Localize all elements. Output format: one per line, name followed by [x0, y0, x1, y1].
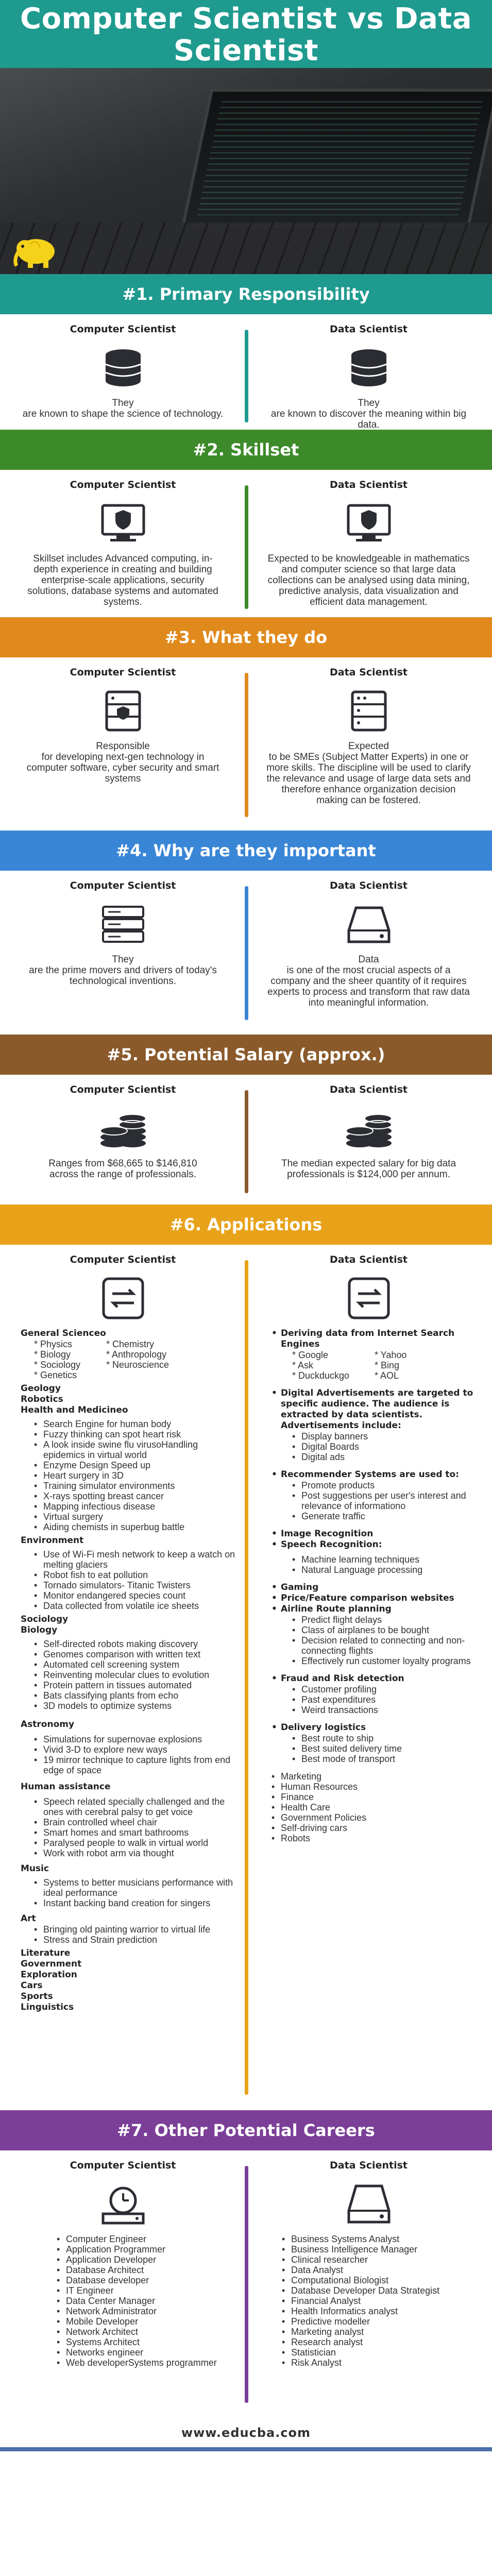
list-item: • Enzyme Design Speed up	[34, 1460, 235, 1470]
list-item: • Work with robot arm via thought	[34, 1848, 235, 1858]
section-2-header	[0, 430, 492, 470]
section-2-divider	[245, 485, 248, 609]
biology-list	[21, 1639, 235, 1711]
app-heading-text: Deriving data from Internet Search Engines	[281, 1328, 455, 1349]
list-item: • Self-driving cars	[272, 1823, 481, 1833]
list-item: • Predict flight delays	[292, 1615, 481, 1625]
list-item: • Data Analyst	[282, 2265, 481, 2275]
app-heading: Human assistance	[21, 1782, 111, 1792]
list-item: • Stress and Strain prediction	[34, 1935, 235, 1945]
hero-image	[0, 68, 492, 274]
list-item: * Chemistry	[106, 1339, 155, 1349]
section-1-heading: #1. Primary Responsibility	[122, 284, 370, 304]
section-6-heading: #6. Applications	[169, 1215, 323, 1234]
hard-drive-clock-icon	[95, 2179, 151, 2229]
section-4-left	[0, 871, 246, 1035]
section-1-right	[246, 314, 491, 430]
list-item: • Research analyst	[282, 2337, 481, 2347]
list-item: • Effectively run customer loyalty programs	[292, 1656, 481, 1666]
list-item: • Decision related to connecting and non-connecting flights	[292, 1635, 481, 1656]
app-heading: • Speech Recognition:	[272, 1539, 382, 1550]
applications-divider	[245, 1260, 248, 2095]
human-assistance-list	[21, 1797, 235, 1858]
left-column-title: Computer Scientist	[70, 667, 176, 678]
list-item: • Smart homes and smart bathrooms	[34, 1827, 235, 1838]
app-heading-text: Recommender Systems are used to:	[281, 1469, 460, 1480]
section-2-left	[0, 470, 246, 617]
app-heading: • Digital Advertisements are targeted to specific audience. The audience is extracted by data scientists. Advertisements include:	[272, 1388, 473, 1431]
list-item: * Google	[292, 1350, 329, 1360]
health-list	[21, 1419, 235, 1532]
right-column-title: Data Scientist	[330, 1084, 408, 1095]
app-heading: Astronomy	[21, 1719, 75, 1730]
list-item: * Biology	[34, 1349, 71, 1360]
app-heading-text: Airline Route planning	[281, 1604, 392, 1614]
section-4-right	[246, 871, 491, 1035]
careers-block	[0, 2150, 492, 2418]
list-item: • Robot fish to eat pollution	[34, 1570, 235, 1580]
list-item: * Ask	[292, 1360, 314, 1370]
title-band	[0, 0, 492, 68]
list-item: • Business Intelligence Manager	[282, 2244, 481, 2255]
app-heading: • Gaming	[272, 1582, 319, 1592]
list-item: • Self-directed robots making discovery	[34, 1639, 235, 1649]
list-item: • Search Engine for human body	[34, 1419, 235, 1429]
app-heading: Sociology	[21, 1614, 69, 1624]
list-item: • Heart surgery in 3D	[34, 1470, 235, 1481]
list-item: • Computer Engineer	[57, 2234, 235, 2244]
list-item: • Business Systems Analyst	[282, 2234, 481, 2244]
list-item: • Health Informatics analyst	[282, 2306, 481, 2316]
list-item: • Government Policies	[272, 1812, 481, 1823]
list-item: • Genomes comparison with written text	[34, 1649, 235, 1659]
left-column-title: Computer Scientist	[70, 324, 176, 335]
list-item: • Virtual surgery	[34, 1512, 235, 1522]
coins-icon	[341, 1104, 397, 1153]
section-1-left	[0, 314, 246, 430]
keyboard-image	[0, 223, 492, 274]
list-item: • Statistician	[282, 2347, 481, 2358]
applications-left-list	[0, 1328, 246, 2013]
general-science-list	[21, 1339, 235, 1380]
section-2-heading: #2. Skillset	[193, 440, 299, 460]
list-item: • Display banners	[292, 1431, 481, 1442]
app-heading-text: Digital Advertisements are targeted to specific audience. The audience is extracted by data scientists. Advertisements include:	[281, 1388, 473, 1431]
page-title: Computer Scientist vs Data Scientist	[20, 2, 472, 67]
list-item: * Sociology	[34, 1360, 81, 1370]
app-heading: Exploration	[21, 1970, 77, 1980]
list-item: • Network Administrator	[57, 2306, 235, 2316]
coins-icon	[95, 1104, 151, 1153]
section-5-divider	[245, 1090, 248, 1193]
app-heading: General Scienceo	[21, 1328, 106, 1338]
list-item: • IT Engineer	[57, 2285, 235, 2296]
app-heading: Health and Medicineo	[21, 1405, 128, 1415]
list-item: • Natural Language processing	[292, 1565, 481, 1575]
list-item: • Generate traffic	[292, 1511, 481, 1521]
app-heading-text: Image Recognition	[281, 1529, 374, 1539]
digital-ads-list	[272, 1431, 481, 1462]
app-heading: Geology	[21, 1383, 61, 1394]
section-4-block	[0, 871, 492, 1035]
list-item: • Risk Analyst	[282, 2358, 481, 2368]
section-2-right	[246, 470, 491, 617]
list-item: * Physics	[34, 1339, 73, 1349]
applications-block	[0, 1245, 492, 2110]
list-item: * Duckduckgo	[292, 1370, 350, 1381]
list-item: • Bringing old painting warrior to virtual life	[34, 1924, 235, 1935]
art-list	[21, 1924, 235, 1945]
left-column-title: Computer Scientist	[70, 479, 176, 490]
left-column-title: Computer Scientist	[70, 880, 176, 891]
list-item: • Finance	[272, 1792, 481, 1802]
astronomy-list	[21, 1734, 235, 1775]
app-heading: • Image Recognition	[272, 1529, 374, 1539]
list-item: • Automated cell screening system	[34, 1659, 235, 1670]
app-heading: Government	[21, 1959, 82, 1969]
music-list	[21, 1877, 235, 1908]
footer	[0, 2418, 492, 2447]
section-3-right-text: Expected to be SMEs (Subject Matter Experts) in one or more skills. The discipline will be used to clarify the relevance and usage of large data sets and therefore enhance organization decision making can be fostered.	[266, 741, 471, 806]
airline-list	[272, 1615, 481, 1666]
section-4-heading: #4. Why are they important	[116, 841, 376, 860]
section-3-heading: #3. What they do	[164, 628, 328, 647]
right-column-title: Data Scientist	[330, 880, 408, 891]
right-column-title: Data Scientist	[330, 667, 408, 678]
list-item: • Data Center Manager	[57, 2296, 235, 2306]
section-3-header	[0, 617, 492, 657]
section-3-divider	[245, 673, 248, 817]
careers-divider	[245, 2166, 248, 2403]
list-item: • Customer profiling	[292, 1684, 481, 1694]
list-item: • Database Developer Data Strategist	[282, 2285, 481, 2296]
left-column-title: Computer Scientist	[70, 1084, 176, 1095]
list-item: • Systems to better musicians performance with ideal performance	[34, 1877, 235, 1898]
list-item: • Use of Wi-Fi mesh network to keep a watch on melting glaciers	[34, 1549, 235, 1570]
app-heading: Biology	[21, 1625, 58, 1635]
list-item: • Training simulator environments	[34, 1481, 235, 1491]
section-5-header	[0, 1035, 492, 1075]
transfer-arrows-icon	[341, 1274, 397, 1323]
left-column-title: Computer Scientist	[70, 2160, 176, 2171]
list-item: • Digital Boards	[292, 1442, 481, 1452]
server-dial-icon	[341, 686, 397, 736]
list-item: • Paralysed people to walk in virtual world	[34, 1838, 235, 1848]
list-item: * Bing	[375, 1360, 400, 1370]
shield-computer-icon	[95, 499, 151, 548]
app-heading-text: Price/Feature comparison websites	[281, 1593, 454, 1603]
list-item: • Past expenditures	[292, 1694, 481, 1705]
list-item: • X-rays spotting breast cancer	[34, 1491, 235, 1501]
section-2-right-text: Expected to be knowledgeable in mathematics and computer science so that large data collections can be analysed using data mining, predictive analysis, data visualization and efficient data management.	[267, 553, 470, 607]
app-heading: • Delivery logistics	[272, 1722, 366, 1733]
right-column-title: Data Scientist	[330, 479, 408, 490]
section-3-left-text: Responsible for developing next-gen technology in computer software, cyber security and smart systems	[26, 741, 219, 784]
list-item: • Weird transactions	[292, 1705, 481, 1715]
list-item: • A look inside swine flu virusoHandling epidemics in virtual world	[34, 1439, 235, 1460]
list-item: • Post suggestions per user's interest and relevance of informationo	[292, 1490, 481, 1511]
app-heading-text: Fraud and Risk detection	[281, 1673, 404, 1684]
list-item: • Mapping infectious disease	[34, 1501, 235, 1512]
section-7-heading: #7. Other Potential Careers	[117, 2121, 375, 2140]
section-1-right-text: They are known to discover the meaning within big data.	[270, 398, 467, 430]
list-item: • Clinical researcher	[282, 2255, 481, 2265]
app-heading-text: Speech Recognition:	[281, 1539, 382, 1550]
left-column-title: Computer Scientist	[70, 1254, 176, 1265]
speech-list	[272, 1554, 481, 1575]
list-item: • Reinventing molecular clues to evolution	[34, 1670, 235, 1680]
list-item: • Network Architect	[57, 2327, 235, 2337]
list-item: • Brain controlled wheel chair	[34, 1817, 235, 1827]
list-item: • Simulations for supernovae explosions	[34, 1734, 235, 1744]
section-5-left-text: Ranges from $68,665 to $146,810 across the range of professionals.	[48, 1158, 197, 1180]
list-item: • 3D models to optimize systems	[34, 1701, 235, 1711]
section-5-right-text: The median expected salary for big data professionals is $124,000 per annum.	[281, 1158, 456, 1180]
applications-right-list	[246, 1328, 491, 1843]
list-item: • Bats classifying plants from echo	[34, 1690, 235, 1701]
fraud-list	[272, 1684, 481, 1715]
section-3-right	[246, 657, 491, 831]
list-item: • Promote products	[292, 1480, 481, 1490]
section-4-left-text: They are the prime movers and drivers of today's technological inventions.	[29, 954, 217, 987]
list-item: • Fuzzy thinking can spot heart risk	[34, 1429, 235, 1439]
list-item: • Best suited delivery time	[292, 1743, 481, 1754]
list-item: • Systems Architect	[57, 2337, 235, 2347]
app-heading: • Fraud and Risk detection	[272, 1673, 404, 1684]
section-4-divider	[245, 886, 248, 1020]
laptop-screen-image	[181, 89, 492, 228]
careers-right	[246, 2150, 491, 2418]
list-item: • Database developer	[57, 2275, 235, 2285]
list-item: * Yahoo	[375, 1350, 407, 1360]
list-item: * Neuroscience	[106, 1360, 169, 1370]
app-heading: Art	[21, 1913, 36, 1924]
right-column-title: Data Scientist	[330, 324, 408, 335]
list-item: • Class of airplanes to be bought	[292, 1625, 481, 1635]
list-item: • Financial Analyst	[282, 2296, 481, 2306]
list-item: • Health Care	[272, 1802, 481, 1812]
applications-right	[246, 1245, 491, 2110]
list-item: • Marketing analyst	[282, 2327, 481, 2337]
careers-right-list	[246, 2234, 491, 2368]
app-heading: Music	[21, 1863, 49, 1874]
app-heading: Cars	[21, 1980, 43, 1991]
recommender-list	[272, 1480, 481, 1521]
list-item: • Networks engineer	[57, 2347, 235, 2358]
footer-bar	[0, 2447, 492, 2451]
delivery-list	[272, 1733, 481, 1764]
list-item: • Vivid 3-D to explore new ways	[34, 1744, 235, 1755]
list-item: • Web developerSystems programmer	[57, 2358, 235, 2368]
app-heading-text: Delivery logistics	[281, 1722, 366, 1733]
server-rack-icon	[95, 900, 151, 949]
shield-computer-icon	[341, 499, 397, 548]
list-item: * Anthropology	[106, 1349, 167, 1360]
app-heading: • Deriving data from Internet Search Engines	[272, 1328, 455, 1349]
app-heading: • Recommender Systems are used to:	[272, 1469, 460, 1480]
app-heading: • Airline Route planning	[272, 1604, 392, 1614]
section-5-block	[0, 1075, 492, 1205]
list-item: • Computational Biologist	[282, 2275, 481, 2285]
transfer-arrows-icon	[95, 1274, 151, 1323]
list-item: • Best route to ship	[292, 1733, 481, 1743]
section-1-divider	[245, 330, 248, 422]
section-1-left-text: They are known to shape the science of technology.	[22, 398, 224, 419]
list-item: • Marketing	[272, 1771, 481, 1782]
app-heading: Linguistics	[21, 2002, 74, 2012]
list-item: • Application Programmer	[57, 2244, 235, 2255]
list-item: * AOL	[375, 1370, 399, 1381]
list-item: • Best mode of transport	[292, 1754, 481, 1764]
search-engine-list	[272, 1350, 481, 1381]
hard-drive-icon	[341, 2179, 397, 2229]
applications-left	[0, 1245, 246, 2110]
list-item: • Database Architect	[57, 2265, 235, 2275]
list-item: • Aiding chemists in superbug battle	[34, 1522, 235, 1532]
list-item: • Digital ads	[292, 1452, 481, 1462]
database-icon	[95, 343, 151, 393]
list-item: • Application Developer	[57, 2255, 235, 2265]
section-4-right-text: Data is one of the most crucial aspects of a company and the sheer quantity of it requires experts to process and transform that raw data into meaningful information.	[267, 954, 470, 1008]
list-item: • Data collected from volatile ice sheets	[34, 1601, 235, 1611]
section-1-block	[0, 314, 492, 430]
list-item: • 19 mirror technique to capture lights from end edge of space	[34, 1755, 235, 1775]
list-item: • Protein pattern in tissues automated	[34, 1680, 235, 1690]
list-item: • Monitor endangered species count	[34, 1590, 235, 1601]
section-5-right	[246, 1075, 491, 1205]
section-3-block	[0, 657, 492, 831]
footer-url: www.educba.com	[181, 2426, 311, 2440]
section-2-block	[0, 470, 492, 617]
hadoop-elephant-icon	[9, 233, 59, 270]
list-item: • Robots	[272, 1833, 481, 1843]
right-column-title: Data Scientist	[330, 2160, 408, 2171]
other-applications-list	[272, 1771, 481, 1843]
section-6-header	[0, 1205, 492, 1245]
hard-drive-icon	[341, 900, 397, 949]
list-item: • Machine learning techniques	[292, 1554, 481, 1565]
section-4-header	[0, 831, 492, 871]
app-heading: • Price/Feature comparison websites	[272, 1593, 454, 1603]
section-2-left-text: Skillset includes Advanced computing, in-depth experience in creating and building enterprise-scale applications, security solutions, database systems and automated systems.	[27, 553, 218, 607]
database-icon	[341, 343, 397, 393]
app-heading-text: Gaming	[281, 1582, 319, 1592]
right-column-title: Data Scientist	[330, 1254, 408, 1265]
careers-left	[0, 2150, 246, 2418]
section-5-heading: #5. Potential Salary (approx.)	[107, 1045, 385, 1064]
environment-list	[21, 1549, 235, 1611]
section-5-left	[0, 1075, 246, 1205]
list-item: • Mobile Developer	[57, 2316, 235, 2327]
list-item: • Speech related specially challenged and the ones with cerebral palsy to get voice	[34, 1797, 235, 1817]
careers-left-list	[0, 2234, 246, 2368]
server-shield-icon	[95, 686, 151, 736]
section-7-header	[0, 2110, 492, 2150]
list-item: * Genetics	[34, 1370, 77, 1380]
section-1-header	[0, 274, 492, 314]
list-item: • Tornado simulators- Titanic Twisters	[34, 1580, 235, 1590]
app-heading: Literature	[21, 1948, 71, 1958]
app-heading: Robotics	[21, 1394, 63, 1404]
list-item: • Instant backing band creation for singers	[34, 1898, 235, 1908]
app-heading: Environment	[21, 1535, 84, 1546]
list-item: • Predictive modeller	[282, 2316, 481, 2327]
section-3-left	[0, 657, 246, 831]
list-item: • Human Resources	[272, 1782, 481, 1792]
app-heading: Sports	[21, 1991, 53, 2002]
